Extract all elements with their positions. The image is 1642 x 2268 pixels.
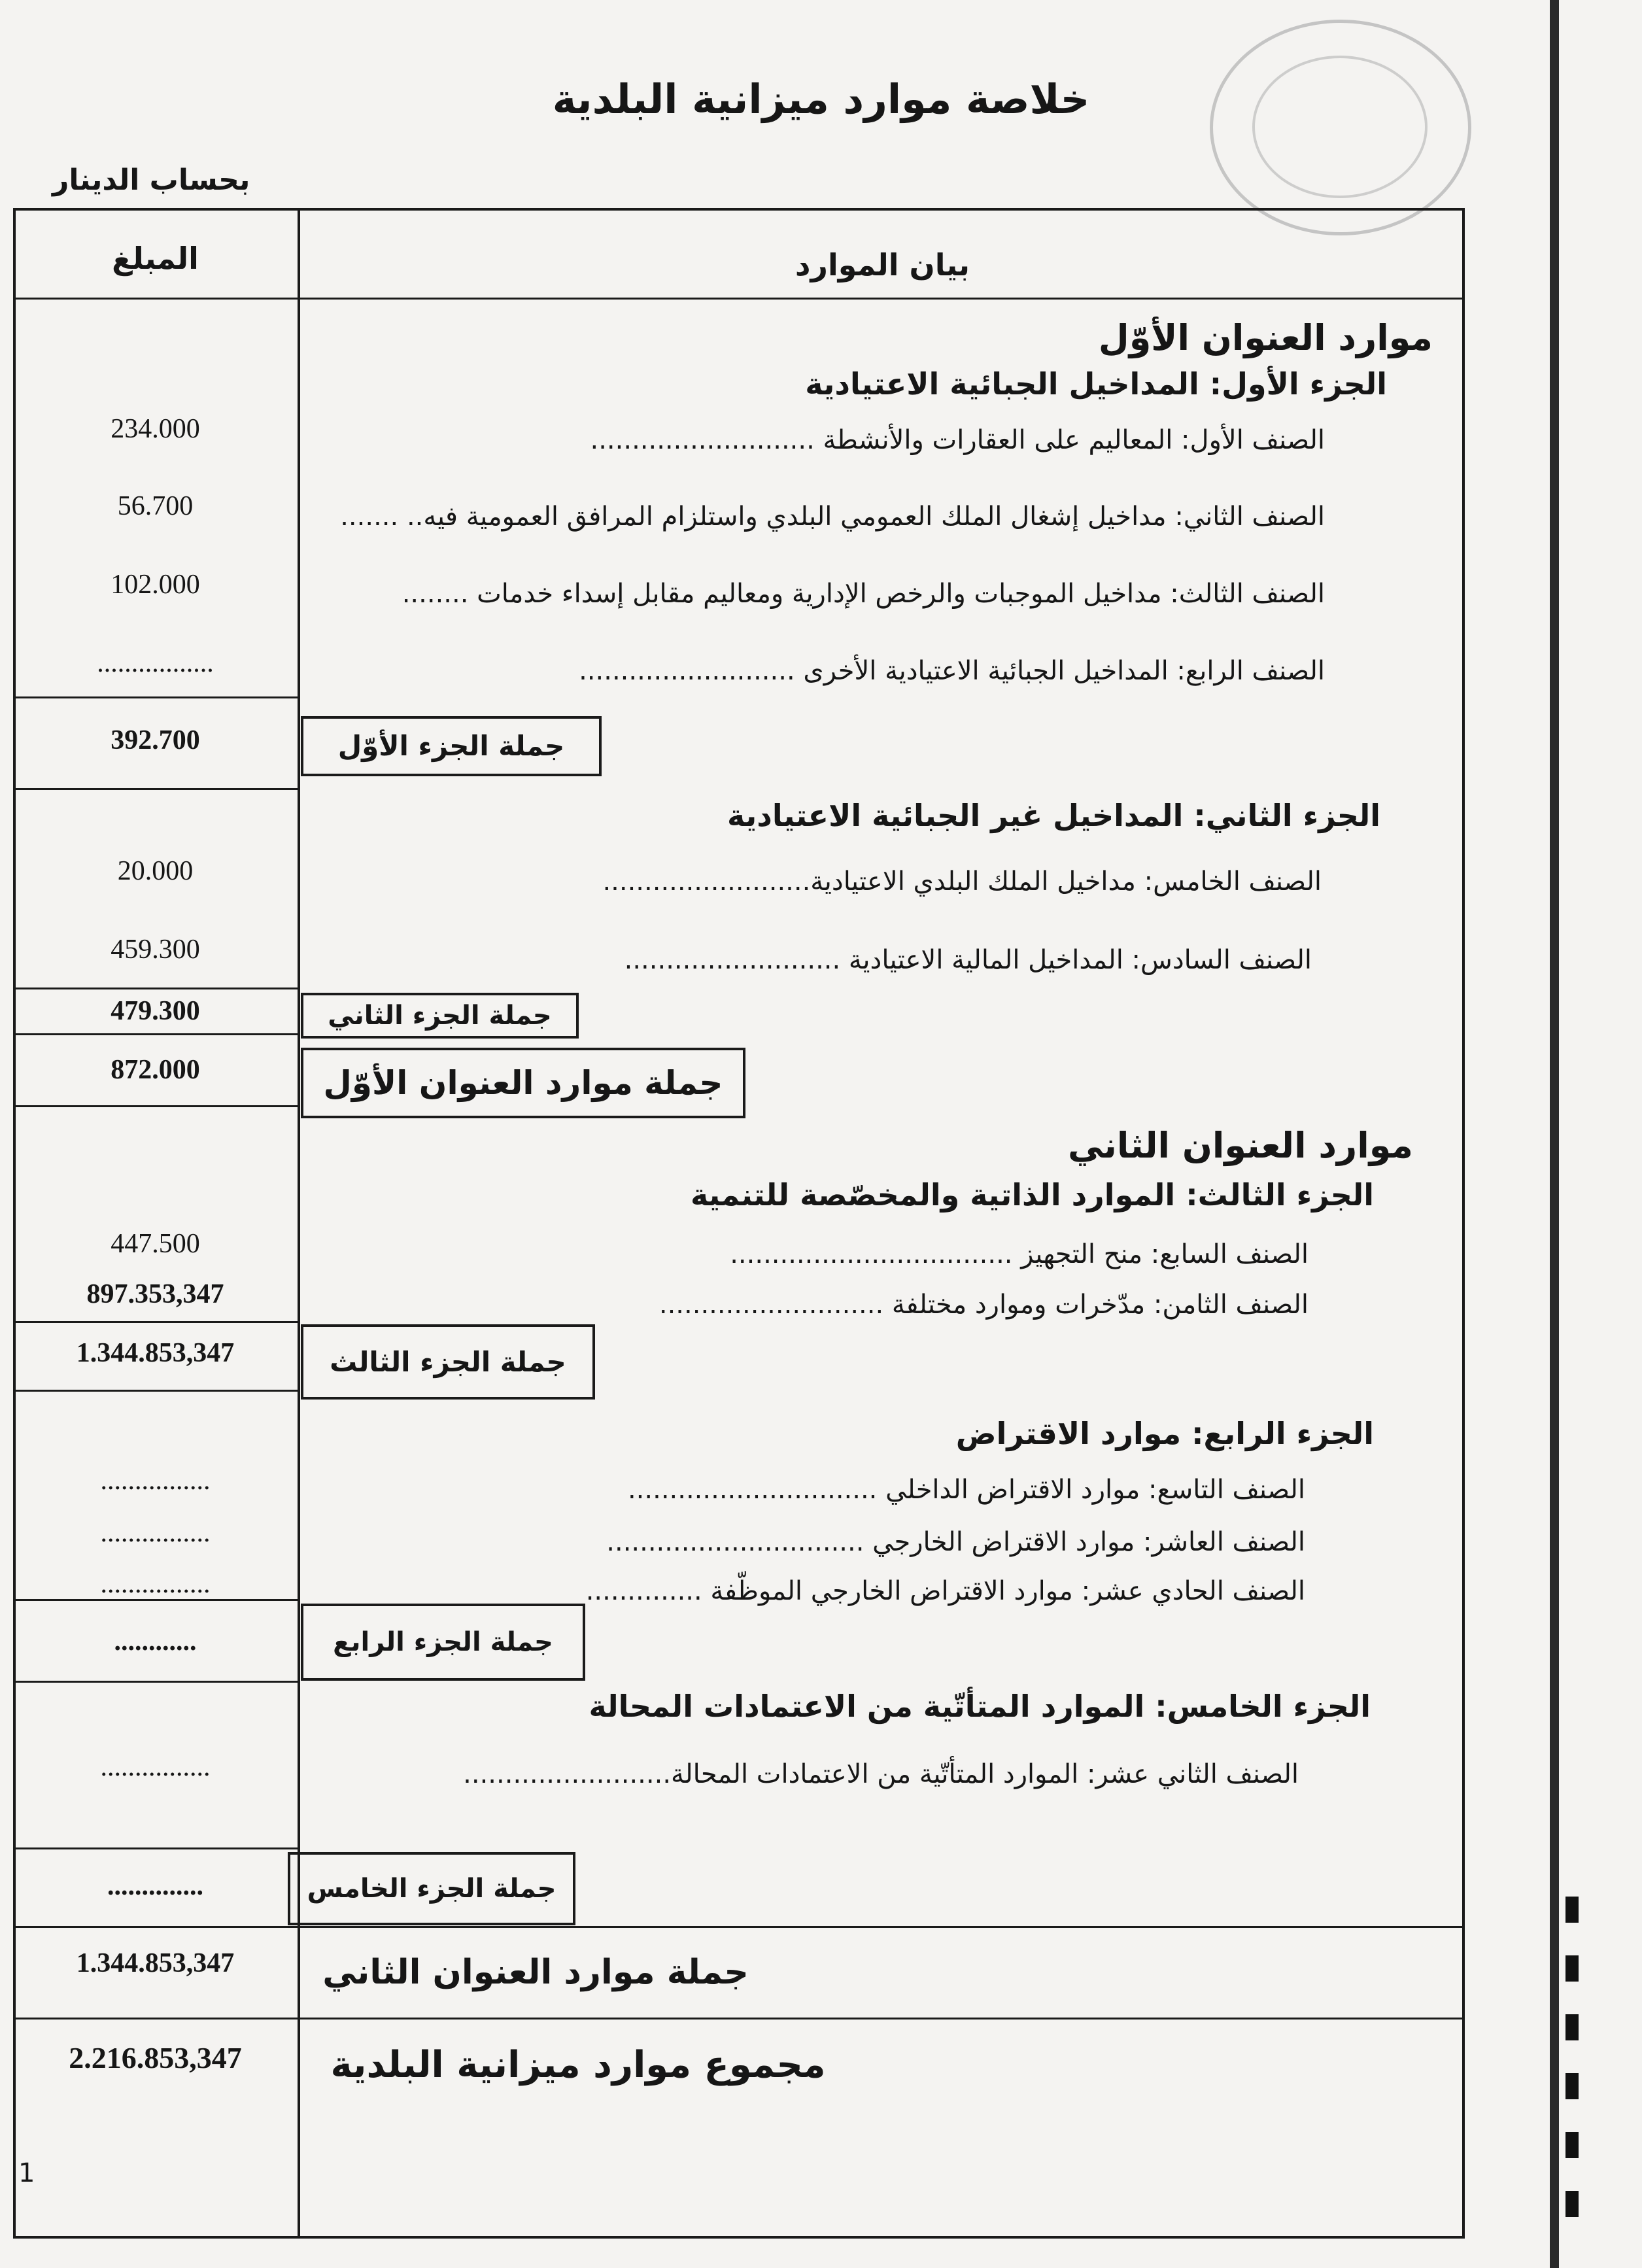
binding-strip — [1550, 0, 1609, 2268]
part5-item-1: الصنف الثاني عشر: الموارد المتأتّية من الاعتمادات المحالة......................... — [463, 1759, 1299, 1789]
section2-total-amount: 1.344.853,347 — [76, 1948, 235, 1978]
statement-column-header: بيان الموارد — [795, 247, 970, 283]
part4-item-2-amount: ................ — [100, 1518, 211, 1548]
part4-total-label: جملة الجزء الرابع — [301, 1604, 585, 1681]
part1-item-3-amount: 102.000 — [111, 570, 200, 600]
page-number: 1 — [18, 2158, 35, 2188]
part1-item-4: الصنف الرابع: المداخيل الجبائية الاعتيادية الأخرى .......................... — [579, 656, 1325, 686]
part1-item-1: الصنف الأول: المعاليم على العقارات والأنشطة ........................... — [590, 425, 1325, 455]
part4-item-1: الصنف التاسع: موارد الاقتراض الداخلي .............................. — [627, 1475, 1305, 1505]
part1-item-2: الصنف الثاني: مداخيل إشغال الملك العمومي البلدي واستلزام المرافق العمومية فيه.. ....... — [340, 502, 1325, 532]
part1-title: الجزء الأول: المداخيل الجبائية الاعتيادية — [805, 366, 1387, 402]
part4-item-2: الصنف العاشر: موارد الاقتراض الخارجي ............................... — [606, 1527, 1305, 1557]
part1-total-amount: 392.700 — [111, 725, 200, 755]
part2-item-1: الصنف الخامس: مداخيل الملك البلدي الاعتيادية......................... — [602, 867, 1322, 897]
amount-column-header: المبلغ — [112, 241, 199, 276]
part3-total-label: جملة الجزء الثالث — [301, 1324, 595, 1400]
currency-unit: بحساب الدينار — [52, 163, 250, 197]
grand-total-amount: 2.216.853,347 — [69, 2041, 242, 2074]
part4-total-amount: ............ — [114, 1626, 197, 1657]
part3-item-2-amount: 897.353,347 — [86, 1279, 224, 1309]
part5-item-1-amount: ................ — [100, 1752, 211, 1782]
part2-item-2-amount: 459.300 — [111, 935, 200, 965]
grand-total-label: مجموع موارد ميزانية البلدية — [330, 2044, 826, 2086]
part1-total-label: جملة الجزء الأوّل — [301, 716, 602, 776]
page-title: خلاصة موارد ميزانية البلدية — [552, 75, 1090, 123]
section2-total-label: جملة موارد العنوان الثاني — [322, 1953, 749, 1992]
part2-total-amount: 479.300 — [111, 996, 200, 1026]
part5-title: الجزء الخامس: الموارد المتأتّية من الاعتمادات المحالة — [589, 1689, 1371, 1724]
part3-item-2: الصنف الثامن: مدّخرات وموارد مختلفة ........................... — [659, 1290, 1308, 1320]
section1-total-amount: 872.000 — [111, 1055, 200, 1085]
section1-title: موارد العنوان الأوّل — [1098, 317, 1433, 358]
part3-item-1: الصنف السابع: منح التجهيز .................................. — [730, 1239, 1308, 1269]
part5-total-amount: .............. — [107, 1871, 203, 1901]
part4-item-3: الصنف الحادي عشر: موارد الاقتراض الخارجي الموظّفة .............. — [585, 1576, 1305, 1606]
municipal-stamp — [1210, 20, 1471, 235]
part2-total-label: جملة الجزء الثاني — [301, 993, 579, 1039]
header-rule — [13, 298, 1465, 300]
part1-item-2-amount: 56.700 — [117, 491, 194, 521]
part2-title: الجزء الثاني: المداخيل غير الجبائية الاعتيادية — [727, 798, 1380, 833]
part1-item-1-amount: 234.000 — [111, 414, 200, 444]
part5-total-label: جملة الجزء الخامس — [288, 1852, 575, 1925]
part4-item-1-amount: ................ — [100, 1466, 211, 1496]
part3-title: الجزء الثالث: الموارد الذاتية والمخصّصة للتنمية — [690, 1177, 1374, 1212]
part4-title: الجزء الرابع: موارد الاقتراض — [955, 1416, 1374, 1451]
section2-title: موارد العنوان الثاني — [1068, 1125, 1413, 1166]
part4-item-3-amount: ................ — [100, 1569, 211, 1599]
part3-item-1-amount: 447.500 — [111, 1229, 200, 1259]
part1-item-3: الصنف الثالث: مداخيل الموجبات والرخص الإدارية ومعاليم مقابل إسداء خدمات ........ — [402, 579, 1325, 609]
part1-item-4-amount: ................. — [97, 648, 214, 678]
part2-item-1-amount: 20.000 — [117, 856, 194, 886]
section1-total-label: جملة موارد العنوان الأوّل — [301, 1048, 745, 1118]
part2-item-2: الصنف السادس: المداخيل المالية الاعتيادية .......................... — [624, 945, 1312, 975]
part3-total-amount: 1.344.853,347 — [76, 1338, 235, 1368]
